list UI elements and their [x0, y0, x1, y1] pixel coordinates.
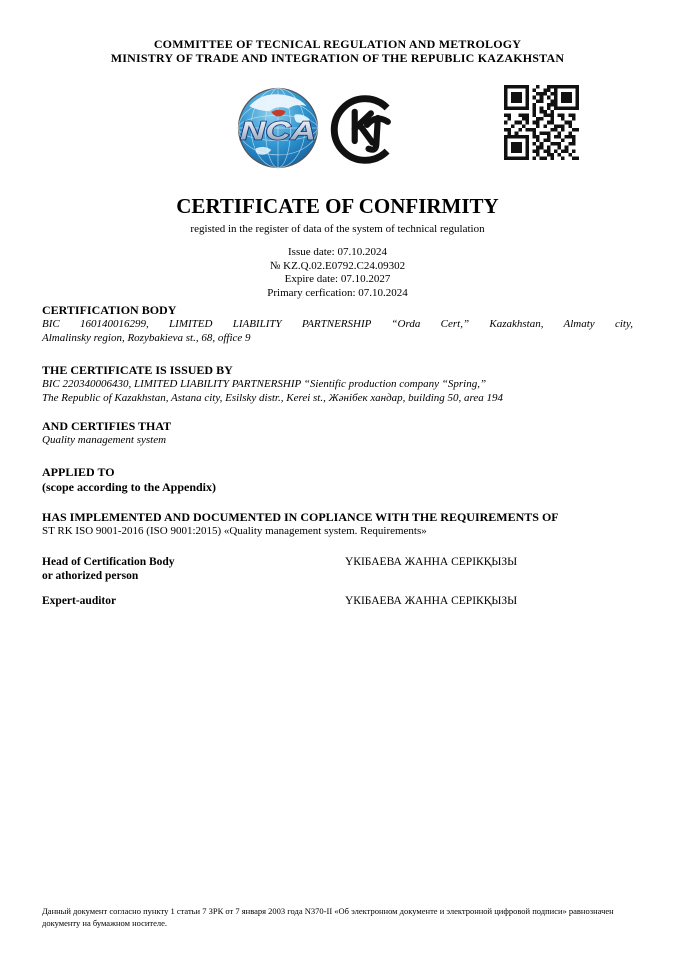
issued-by-line1: BIC 220340006430, LIMITED LIABILITY PARTNERSHIP “Sientific production company “Spring,” [42, 378, 487, 390]
certificate-meta [0, 246, 675, 301]
signature-row-head [42, 556, 633, 586]
compliance-heading: HAS IMPLEMENTED AND DOCUMENTED IN COPLIANCE WITH THE REQUIREMENTS OF [42, 510, 559, 524]
signature-role-auditor: Expert-auditor [42, 595, 117, 607]
signature-name-head: ҮКІБАЕВА ЖАННА СЕРІКҚЫЗЫ [345, 556, 518, 568]
header-line-ministry: MINISTRY OF TRADE AND INTEGRATION OF THE REPUBLIC KAZAKHSTAN [110, 50, 565, 65]
certification-body-heading: CERTIFICATION BODY [42, 303, 177, 317]
nca-logo-text: NCA [240, 115, 316, 146]
certification-body-line1: BIC 160140016299, LIMITED LIABILITY PARTNERSHIP “Orda Cert,” Kazakhstan, Almaty city, [42, 318, 633, 330]
applied-to-scope-note: (scope according to the Appendix) [42, 480, 216, 494]
certificate-number: № KZ.Q.02.E0792.C24.09302 [269, 259, 406, 272]
section-compliance [42, 510, 633, 539]
applied-to-heading: APPLIED TO [42, 465, 115, 479]
issue-date: Issue date: 07.10.2024 [288, 246, 387, 258]
signature-name-auditor: ҮКІБАЕВА ЖАННА СЕРІКҚЫЗЫ [345, 595, 518, 607]
nca-globe-logo [236, 86, 320, 170]
footer-legal-note: Данный документ согласно пункту 1 статьи 7 ЗРК от 7 января 2003 года N370-II «Об электронном документе и электронной цифровой подписи» равнозначен документу на бумажном носителе. [42, 906, 614, 928]
expire-date: Expire date: 07.10.2027 [284, 273, 391, 286]
certifies-that-heading: AND CERTIFIES THAT [42, 419, 172, 433]
compliance-standard: ST RK ISO 9001-2016 (ISO 9001:2015) «Quality management system. Requirements» [42, 525, 427, 537]
section-certifies-that [42, 419, 633, 448]
signature-row-auditor [42, 595, 633, 625]
signature-role-head: Head of Certification Body or athorized person [42, 556, 175, 582]
qr-code [504, 85, 579, 160]
kt-conformity-mark-icon [327, 89, 404, 170]
primary-certification-date: Primary cerfication: 07.10.2024 [267, 287, 408, 300]
issued-by-line2: The Republic of Kazakhstan, Astana city, Esilsky distr., Kerei st., Жәнібек хандар, building 50, area 194 [42, 391, 504, 404]
issued-by-heading: THE CERTIFICATE IS ISSUED BY [42, 363, 233, 377]
document-header [0, 38, 675, 65]
certificate-title: CERTIFICATE OF CONFIRMITY [176, 194, 499, 218]
section-applied-to [42, 465, 633, 494]
certificate-subtitle: registed in the register of data of the system of technical regulation [190, 223, 485, 235]
kt-mark-letters [355, 112, 388, 150]
section-certification-body [42, 303, 633, 345]
section-issued-by [42, 363, 633, 405]
certifies-that-body: Quality management system [42, 434, 167, 446]
header-line-committee: COMMITTEE OF TECNICAL REGULATION AND METROLOGY [153, 37, 522, 51]
certification-body-line2: Almalinsky region, Rozybakieva st., 68, office 9 [42, 331, 251, 344]
